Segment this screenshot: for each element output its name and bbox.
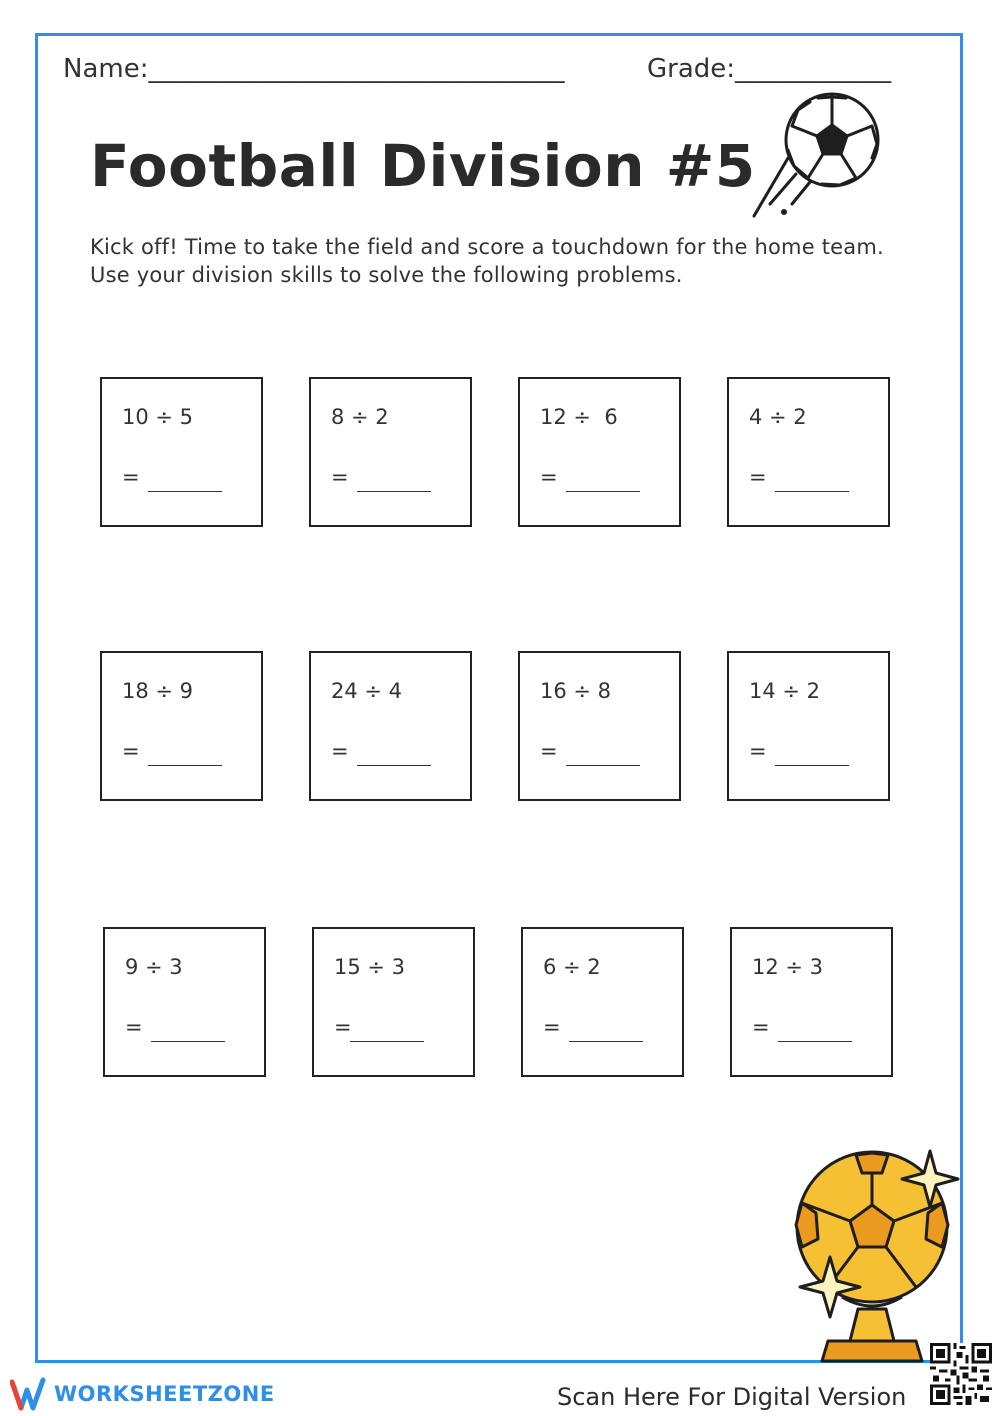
problem-box: [312, 927, 475, 1077]
problem-box: [103, 927, 266, 1077]
answer-blank[interactable]: [566, 491, 640, 492]
problem-expression: 8 ÷ 2: [331, 405, 389, 429]
problem-expression: 4 ÷ 2: [749, 405, 807, 429]
football-kick-icon: [748, 92, 882, 220]
problem-expression: 10 ÷ 5: [122, 405, 194, 429]
brand-name: WORKSHEETZONE: [54, 1382, 275, 1406]
problem-box: [100, 651, 263, 801]
problem-expression: 24 ÷ 4: [331, 679, 403, 703]
golden-ball-trophy-icon: [782, 1147, 968, 1365]
answer-blank[interactable]: [778, 1041, 852, 1042]
problem-box: [518, 377, 681, 527]
answer-blank[interactable]: [775, 765, 849, 766]
problem-expression: 18 ÷ 9: [122, 679, 194, 703]
problem-box: [309, 651, 472, 801]
intro-line-2: Use your division skills to solve the following problems.: [90, 263, 683, 287]
problem-box: [100, 377, 263, 527]
problem-box: [309, 377, 472, 527]
problem-expression: 12 ÷ 3: [752, 955, 824, 979]
answer-equals: =: [122, 465, 140, 489]
answer-equals: =: [331, 465, 349, 489]
answer-equals: =: [331, 739, 349, 763]
answer-equals: =: [540, 465, 558, 489]
intro-line-1: Kick off! Time to take the field and score a touchdown for the home team.: [90, 235, 884, 259]
problem-expression: 12 ÷ 6: [540, 405, 618, 429]
answer-blank[interactable]: [148, 765, 222, 766]
problem-expression: 16 ÷ 8: [540, 679, 612, 703]
problem-box: [521, 927, 684, 1077]
answer-equals: =: [543, 1015, 561, 1039]
name-field[interactable]: Name:________________________________: [63, 54, 565, 84]
answer-equals: =: [334, 1015, 352, 1039]
answer-equals: =: [749, 465, 767, 489]
problem-box: [518, 651, 681, 801]
problem-expression: 6 ÷ 2: [543, 955, 601, 979]
answer-equals: =: [540, 739, 558, 763]
brand-logo[interactable]: [10, 1376, 275, 1412]
problem-expression: 15 ÷ 3: [334, 955, 406, 979]
problem-expression: 14 ÷ 2: [749, 679, 821, 703]
problem-box: [727, 651, 890, 801]
answer-equals: =: [125, 1015, 143, 1039]
answer-equals: =: [749, 739, 767, 763]
answer-equals: =: [752, 1015, 770, 1039]
problem-box: [727, 377, 890, 527]
worksheetzone-logo-icon: [10, 1376, 54, 1412]
problem-box: [730, 927, 893, 1077]
scan-caption: Scan Here For Digital Version: [557, 1383, 907, 1411]
answer-blank[interactable]: [357, 765, 431, 766]
answer-blank[interactable]: [148, 491, 222, 492]
answer-blank[interactable]: [569, 1041, 643, 1042]
answer-blank[interactable]: [357, 491, 431, 492]
answer-blank[interactable]: [775, 491, 849, 492]
grade-field[interactable]: Grade:____________: [647, 54, 892, 84]
problem-expression: 9 ÷ 3: [125, 955, 183, 979]
answer-equals: =: [122, 739, 140, 763]
page-title: Football Division #5: [90, 132, 756, 200]
answer-blank[interactable]: [566, 765, 640, 766]
answer-blank[interactable]: [350, 1041, 424, 1042]
answer-blank[interactable]: [151, 1041, 225, 1042]
